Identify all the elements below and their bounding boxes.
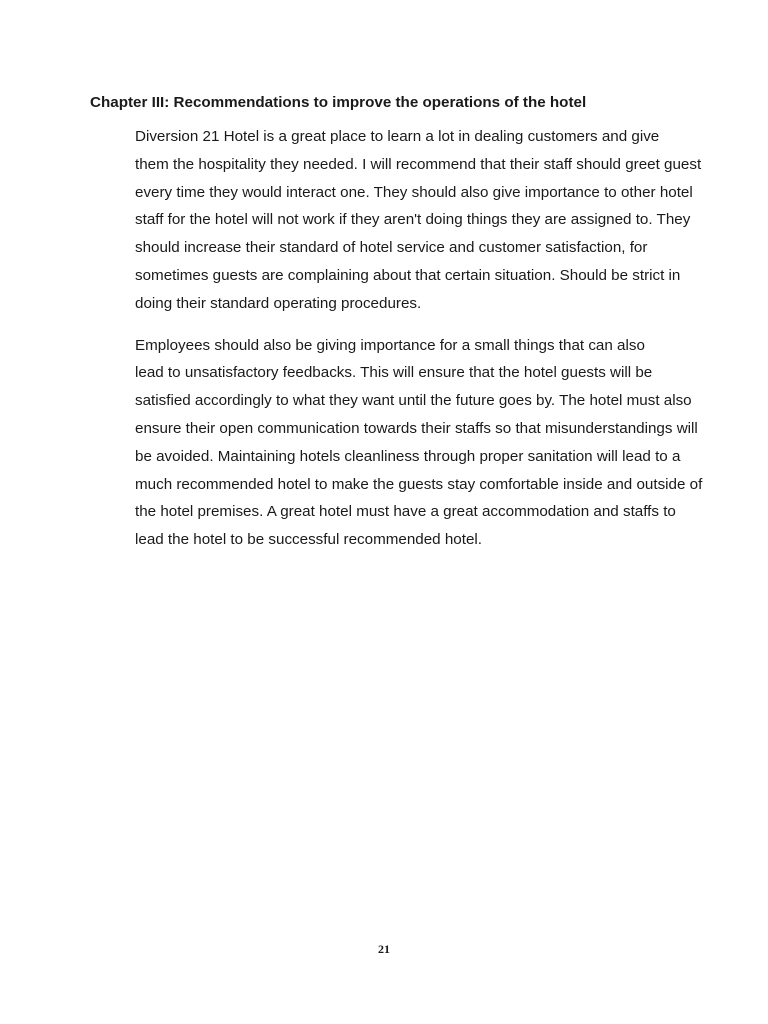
paragraph-line: doing their standard operating procedures.: [135, 294, 422, 312]
paragraph-line: the hotel premises. A great hotel must have a great accommodation and staffs to: [135, 503, 676, 521]
paragraph-line: Employees should also be giving importance for a small things that can also: [135, 336, 645, 354]
chapter-heading: Chapter III: Recommendations to improve the operations of the hotel: [90, 94, 587, 111]
paragraph-line: ensure their open communication towards their staffs so that misunderstandings will: [135, 419, 698, 437]
paragraph-line: sometimes guests are complaining about that certain situation. Should be strict in: [135, 266, 681, 284]
paragraph-line: staff for the hotel will not work if they aren't doing things they are assigned to. They: [135, 211, 691, 229]
paragraph-line: should increase their standard of hotel service and customer satisfaction, for: [135, 239, 648, 257]
paragraph-line: every time they would interact one. They should also give importance to other hotel: [135, 183, 693, 201]
page-number: 21: [378, 942, 390, 956]
paragraph-line: be avoided. Maintaining hotels cleanliness through proper sanitation will lead to a: [135, 447, 681, 465]
paragraph-line: lead to unsatisfactory feedbacks. This will ensure that the hotel guests will be: [135, 364, 653, 382]
paragraph-1: [90, 123, 702, 318]
paragraph-line: them the hospitality they needed. I will recommend that their staff should greet guest: [135, 155, 702, 173]
paragraph-line: Diversion 21 Hotel is a great place to learn a lot in dealing customers and give: [135, 128, 660, 145]
paragraph-2: [90, 332, 703, 554]
page-content: [90, 91, 703, 568]
paragraph-line: lead the hotel to be successful recommended hotel.: [135, 531, 482, 549]
paragraph-line: satisfied accordingly to what they want until the future goes by. The hotel must also: [135, 392, 692, 410]
paragraph-line: much recommended hotel to make the guests stay comfortable inside and outside of: [135, 475, 703, 493]
